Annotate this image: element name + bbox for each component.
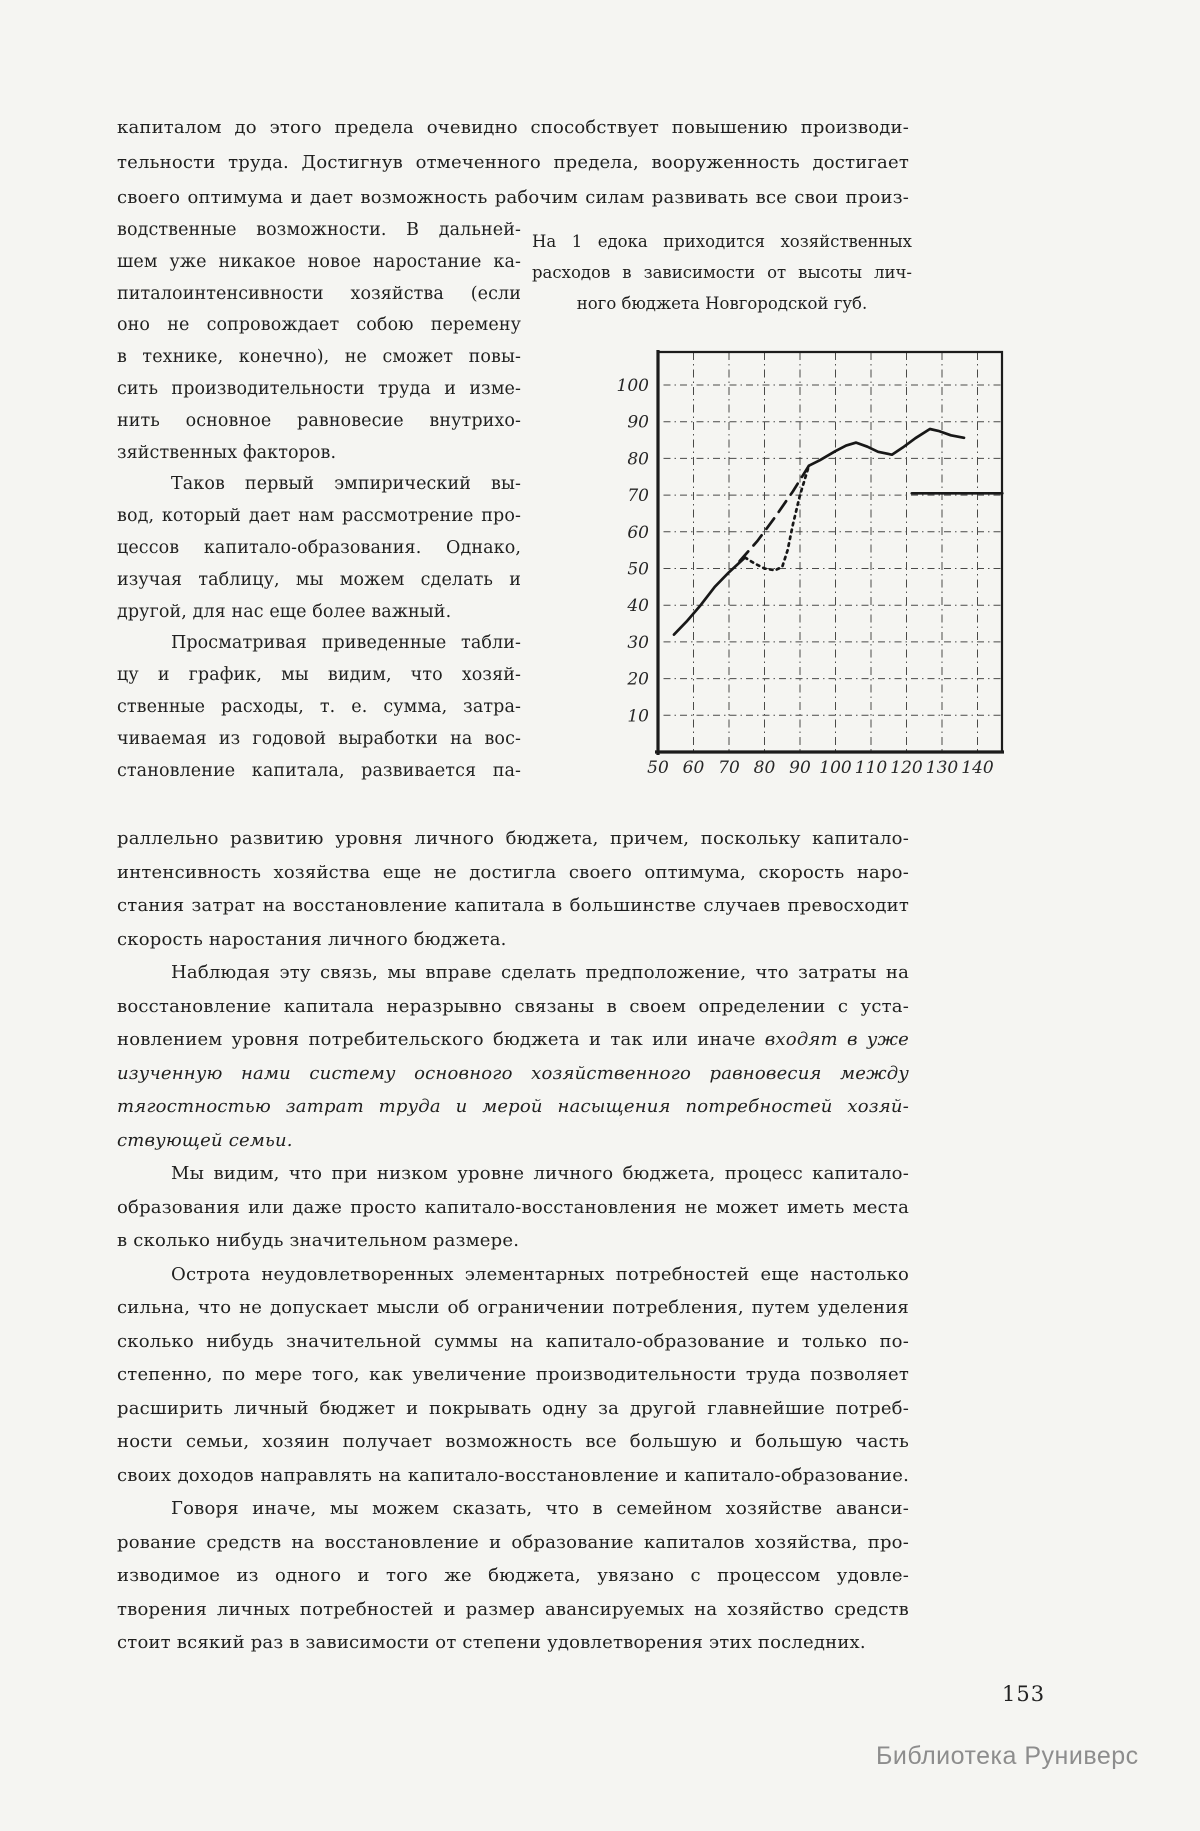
text-line: другой, для нас еще более важный. — [117, 601, 452, 622]
text-line: Просматривая приведенные табли- — [171, 633, 521, 654]
text-line: Мы видим, что при низком уровне личного бюджета, процесс капитало- — [171, 1163, 909, 1184]
y-tick-label: 80 — [627, 449, 649, 470]
y-tick-label: 10 — [627, 706, 649, 727]
text-line: образования или даже просто капитало-восстановления не может иметь места — [117, 1196, 909, 1218]
budget-chart-figure — [545, 332, 1015, 782]
text-line: степенно, по мере того, как увеличение производительности труда позволяет — [117, 1364, 909, 1385]
text-line: интенсивность хозяйства еще не достигла своего оптимума, скорость наро- — [117, 861, 909, 883]
text-line: капиталом до этого предела очевидно способствует повышению производи- — [117, 117, 909, 138]
main-text-block — [117, 822, 909, 1660]
library-watermark: Библиотека Руниверс — [876, 1742, 1139, 1770]
y-tick-label: 40 — [627, 596, 649, 617]
text-line: Говоря иначе, мы можем сказать, что в семейном хозяйстве аванси- — [171, 1498, 909, 1519]
text-line: Острота неудовлетворенных элементарных потребностей еще настолько — [171, 1263, 909, 1285]
x-tick-label: 110 — [854, 758, 888, 778]
text-line: рование средств на восстановление и образование капиталов хозяйства, про- — [117, 1531, 909, 1553]
text-line: скорость наростания личного бюджета. — [117, 928, 507, 950]
x-tick-label: 70 — [718, 758, 740, 778]
text-line: сить производительности труда и изме- — [117, 378, 521, 399]
caption-line: расходов в зависимости от высоты лич- — [532, 263, 912, 282]
text-line: зяйственных факторов. — [117, 442, 337, 463]
text-line: творения личных потребностей и размер авансируемых на хозяйство средств — [117, 1598, 909, 1620]
text-line: восстановление капитала неразрывно связаны в своем определении с уста- — [117, 995, 909, 1017]
text-line: изучая таблицу, мы можем сделать и — [117, 569, 521, 590]
x-tick-label: 50 — [647, 758, 669, 778]
text-line: тельности труда. Достигнув отмеченного предела, вооруженность достигает — [117, 152, 909, 173]
caption-line: На 1 едока приходится хозяйственных — [532, 232, 912, 251]
text-line: изученную нами систему основного хозяйственного равновесия между — [117, 1062, 909, 1084]
text-line: сколько нибудь значительной суммы на капитало-образование и только по- — [117, 1330, 909, 1352]
text-line: водственные возможности. В дальней- — [117, 220, 521, 240]
y-tick-label: 60 — [627, 522, 649, 543]
y-tick-label: 100 — [616, 376, 649, 396]
left-column — [117, 215, 521, 787]
text-line: своих доходов направлять на капитало-восстановление и капитало-образование. — [117, 1464, 909, 1486]
chart-series-dashed-straight-branch — [740, 466, 809, 562]
text-run-italic: входят в уже — [755, 1029, 909, 1050]
x-tick-label: 80 — [753, 758, 776, 778]
y-tick-label: 90 — [627, 412, 649, 433]
text-line: своего оптимума и дает возможность рабочим силам развивать все свои произ- — [117, 187, 909, 208]
x-tick-label: 60 — [682, 758, 705, 778]
text-line: ности семьи, хозяин получает возможность все большую и большую часть — [117, 1431, 909, 1452]
text-line: тягостностью затрат труда и мерой насыщения потребностей хозяй- — [117, 1096, 909, 1117]
chart-series-main-solid-rise — [674, 558, 745, 635]
text-line: ственные расходы, т. е. сумма, затра- — [117, 696, 521, 717]
text-line: ствующей семьи. — [117, 1129, 293, 1151]
y-tick-label: 70 — [627, 486, 649, 507]
y-tick-label: 30 — [627, 632, 649, 653]
figure-caption — [532, 226, 912, 319]
text-line: цу и график, мы видим, что хозяй- — [117, 665, 521, 686]
chart-series-dotted-dip-branch — [745, 466, 809, 571]
text-line: вод, который дает нам рассмотрение про- — [117, 506, 521, 527]
y-tick-label: 50 — [627, 559, 649, 580]
text-line: цессов капитало-образования. Однако, — [117, 537, 521, 558]
x-tick-label: 90 — [789, 758, 811, 778]
x-tick-label: 140 — [961, 758, 994, 778]
text-line: стания затрат на восстановление капитала в большинстве случаев превосходит — [117, 895, 909, 916]
text-run: новлением уровня потребительского бюджета и так или иначе — [117, 1029, 756, 1050]
chart-series-upper-solid-curve — [809, 429, 964, 466]
page-number: 153 — [1002, 1682, 1046, 1706]
text-line: шем уже никакое новое наростание ка- — [117, 251, 521, 272]
caption-line: ного бюджета Новгородской губ. — [576, 294, 868, 313]
text-line: Таков первый эмпирический вы- — [171, 474, 521, 495]
text-line: оно не сопровождает собою перемену — [117, 315, 521, 336]
budget-chart-svg — [545, 332, 1015, 782]
text-line: нить основное равновесие внутрихо- — [117, 410, 521, 431]
x-tick-label: 100 — [819, 758, 852, 778]
text-line: становление капитала, развивается па- — [117, 760, 521, 781]
text-line: раллельно развитию уровня личного бюджета, причем, поскольку капитало- — [117, 828, 909, 849]
text-line: расширить личный бюджет и покрывать одну за другой главнейшие потреб- — [117, 1397, 909, 1419]
y-tick-label: 20 — [627, 669, 649, 690]
text-line: питалоинтенсивности хозяйства (если — [117, 283, 521, 304]
text-line: чиваемая из годовой выработки на вос- — [117, 728, 521, 749]
x-tick-label: 130 — [925, 758, 959, 778]
text-line: сильна, что не допускает мысли об ограничении потребления, путем уделения — [117, 1297, 909, 1318]
text-line: в сколько нибудь значительном размере. — [117, 1230, 520, 1251]
text-line — [117, 1023, 909, 1057]
paragraph-top — [117, 110, 909, 215]
text-line: Наблюдая эту связь, мы вправе сделать предположение, что затраты на — [171, 962, 909, 983]
text-line: изводимое из одного и того же бюджета, увязано с процессом удовле- — [117, 1565, 909, 1586]
text-line: стоит всякий раз в зависимости от степени удовлетворения этих последних. — [117, 1632, 866, 1653]
text-line: в технике, конечно), не сможет повы- — [117, 347, 521, 368]
x-tick-label: 120 — [890, 758, 923, 778]
